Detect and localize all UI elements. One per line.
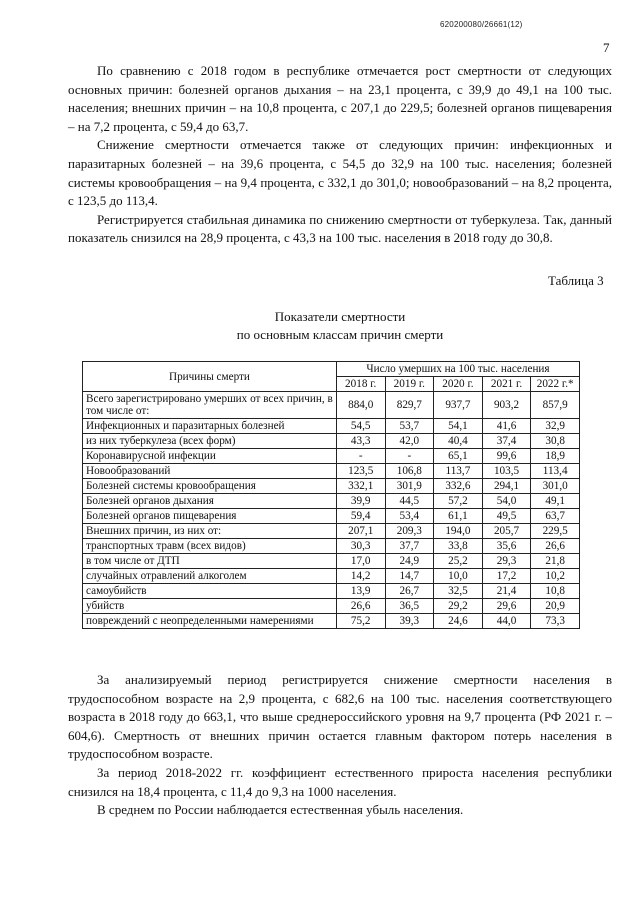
table-row [83, 419, 580, 434]
value-cell: 21,8 [531, 554, 580, 569]
value-cell: 59,4 [336, 509, 385, 524]
table-row [83, 554, 580, 569]
value-cell: 332,1 [336, 479, 385, 494]
value-cell: 53,4 [385, 509, 434, 524]
value-cell: 42,0 [385, 434, 434, 449]
value-cell: 194,0 [434, 524, 483, 539]
table-row [83, 524, 580, 539]
value-cell: 10,8 [531, 584, 580, 599]
value-cell: 209,3 [385, 524, 434, 539]
table-label: Таблица 3 [548, 273, 604, 288]
value-cell: 884,0 [336, 392, 385, 419]
cause-cell: в том числе от ДТП [83, 554, 337, 569]
table-row [83, 509, 580, 524]
value-cell: 229,5 [531, 524, 580, 539]
cause-cell: Внешних причин, из них от: [83, 524, 337, 539]
value-cell: 36,5 [385, 599, 434, 614]
value-cell: 25,2 [434, 554, 483, 569]
cause-cell: Коронавирусной инфекции [83, 449, 337, 464]
value-cell: 32,9 [531, 419, 580, 434]
value-cell: 39,9 [336, 494, 385, 509]
paragraph: За анализируемый период регистрируется снижение смертности населения в трудоспособном возрасте на 2,9 процента, с 682,6 на 100 тыс. населения соответствующего возраста в 2018 году до 663,1, что выше среднероссийского уровня на 9,7 процента (РФ 2021 г. – 604,6). Смертность от внешних причин остается главным фактором потерь населения в трудоспособном возрасте. [68, 672, 612, 762]
value-cell: - [385, 449, 434, 464]
column-header-group: Число умерших на 100 тыс. населения [336, 362, 579, 377]
table-row [83, 584, 580, 599]
value-cell: 17,0 [336, 554, 385, 569]
table-row [83, 479, 580, 494]
year-header: 2021 г. [482, 377, 531, 392]
paragraph: Регистрируется стабильная динамика по снижению смертности от туберкулеза. Так, данный показатель снизился на 28,9 процента, с 43,3 на 100 тыс. населения в 2018 году до 30,8. [68, 211, 612, 246]
value-cell: 207,1 [336, 524, 385, 539]
value-cell: 24,9 [385, 554, 434, 569]
year-header: 2022 г.* [531, 377, 580, 392]
value-cell: 54,5 [336, 419, 385, 434]
value-cell: 24,6 [434, 614, 483, 629]
value-cell: 857,9 [531, 392, 580, 419]
value-cell: 294,1 [482, 479, 531, 494]
cause-cell: Всего зарегистрировано умерших от всех причин, в том числе от: [83, 392, 337, 419]
value-cell: 937,7 [434, 392, 483, 419]
value-cell: 73,3 [531, 614, 580, 629]
table-title [68, 308, 612, 344]
value-cell: 17,2 [482, 569, 531, 584]
value-cell: 113,4 [531, 464, 580, 479]
table-row [83, 434, 580, 449]
value-cell: 14,7 [385, 569, 434, 584]
table-row [83, 494, 580, 509]
paragraph: По сравнению с 2018 годом в республике отмечается рост смертности от следующих основных причин: болезней органов дыхания – на 23,1 процента, с 39,9 до 49,1 на 100 тыс. населения; внешних причин – на 10,8 процента, с 207,1 до 229,5; болезней органов пищеварения – на 7,2 процента, с 59,4 до 63,7. [68, 63, 612, 134]
table-title-line: Показатели смертности [274, 309, 406, 324]
cause-cell: Болезней органов пищеварения [83, 509, 337, 524]
value-cell: 21,4 [482, 584, 531, 599]
cause-cell: Болезней органов дыхания [83, 494, 337, 509]
value-cell: 63,7 [531, 509, 580, 524]
value-cell: 39,3 [385, 614, 434, 629]
value-cell: 829,7 [385, 392, 434, 419]
value-cell: 14,2 [336, 569, 385, 584]
cause-cell: Инфекционных и паразитарных болезней [83, 419, 337, 434]
table-row [83, 599, 580, 614]
paragraph: В среднем по России наблюдается естественная убыль населения. [97, 802, 464, 818]
value-cell: 33,8 [434, 539, 483, 554]
value-cell: 65,1 [434, 449, 483, 464]
year-header: 2019 г. [385, 377, 434, 392]
value-cell: 30,8 [531, 434, 580, 449]
value-cell: 26,6 [531, 539, 580, 554]
value-cell: 13,9 [336, 584, 385, 599]
cause-cell: самоубийств [83, 584, 337, 599]
value-cell: 99,6 [482, 449, 531, 464]
value-cell: 49,5 [482, 509, 531, 524]
cause-cell: Болезней системы кровообращения [83, 479, 337, 494]
value-cell: 205,7 [482, 524, 531, 539]
year-header: 2020 г. [434, 377, 483, 392]
value-cell: 44,5 [385, 494, 434, 509]
cause-cell: Новообразований [83, 464, 337, 479]
table-row [83, 449, 580, 464]
value-cell: 18,9 [531, 449, 580, 464]
table-header-row [83, 362, 580, 377]
cause-cell: повреждений с неопределенными намерениями [83, 614, 337, 629]
value-cell: 37,7 [385, 539, 434, 554]
value-cell: 43,3 [336, 434, 385, 449]
value-cell: 32,5 [434, 584, 483, 599]
value-cell: 61,1 [434, 509, 483, 524]
document-id: 620200080/26661(12) [440, 20, 523, 29]
value-cell: 49,1 [531, 494, 580, 509]
paragraph: Снижение смертности отмечается также от следующих причин: инфекционных и паразитарных болезней – на 39,6 процента, с 54,5 до 32,9 на 100 тыс. населения; болезней системы кровообращения – на 9,4 процента, с 332,1 до 301,0; новообразований – на 8,2 процента, с 123,5 до 113,4. [68, 137, 612, 209]
value-cell: 41,6 [482, 419, 531, 434]
table-title-line: по основным классам причин смерти [236, 327, 444, 342]
column-header-cause: Причины смерти [83, 362, 337, 392]
value-cell: 44,0 [482, 614, 531, 629]
value-cell: 113,7 [434, 464, 483, 479]
table-row [83, 464, 580, 479]
value-cell: 29,2 [434, 599, 483, 614]
value-cell: 123,5 [336, 464, 385, 479]
mortality-table [82, 361, 580, 629]
text-block-top [68, 62, 612, 248]
value-cell: 54,0 [482, 494, 531, 509]
value-cell: 20,9 [531, 599, 580, 614]
value-cell: - [336, 449, 385, 464]
page-number: 7 [603, 40, 610, 55]
text-block-bottom [68, 671, 612, 820]
value-cell: 37,4 [482, 434, 531, 449]
value-cell: 35,6 [482, 539, 531, 554]
value-cell: 40,4 [434, 434, 483, 449]
cause-cell: транспортных травм (всех видов) [83, 539, 337, 554]
year-header: 2018 г. [336, 377, 385, 392]
cause-cell: убийств [83, 599, 337, 614]
value-cell: 26,7 [385, 584, 434, 599]
value-cell: 75,2 [336, 614, 385, 629]
paragraph: За период 2018-2022 гг. коэффициент естественного прироста населения республики снизился на 18,4 процента, с 11,4 до 9,3 на 1000 населения. [68, 764, 612, 799]
value-cell: 30,3 [336, 539, 385, 554]
value-cell: 29,3 [482, 554, 531, 569]
value-cell: 903,2 [482, 392, 531, 419]
table-row [83, 569, 580, 584]
table-row [83, 392, 580, 419]
cause-cell: из них туберкулеза (всех форм) [83, 434, 337, 449]
value-cell: 53,7 [385, 419, 434, 434]
value-cell: 332,6 [434, 479, 483, 494]
value-cell: 57,2 [434, 494, 483, 509]
value-cell: 301,0 [531, 479, 580, 494]
value-cell: 54,1 [434, 419, 483, 434]
value-cell: 26,6 [336, 599, 385, 614]
value-cell: 103,5 [482, 464, 531, 479]
value-cell: 106,8 [385, 464, 434, 479]
value-cell: 10,2 [531, 569, 580, 584]
value-cell: 301,9 [385, 479, 434, 494]
table-row [83, 539, 580, 554]
value-cell: 10,0 [434, 569, 483, 584]
table-row [83, 614, 580, 629]
cause-cell: случайных отравлений алкоголем [83, 569, 337, 584]
value-cell: 29,6 [482, 599, 531, 614]
